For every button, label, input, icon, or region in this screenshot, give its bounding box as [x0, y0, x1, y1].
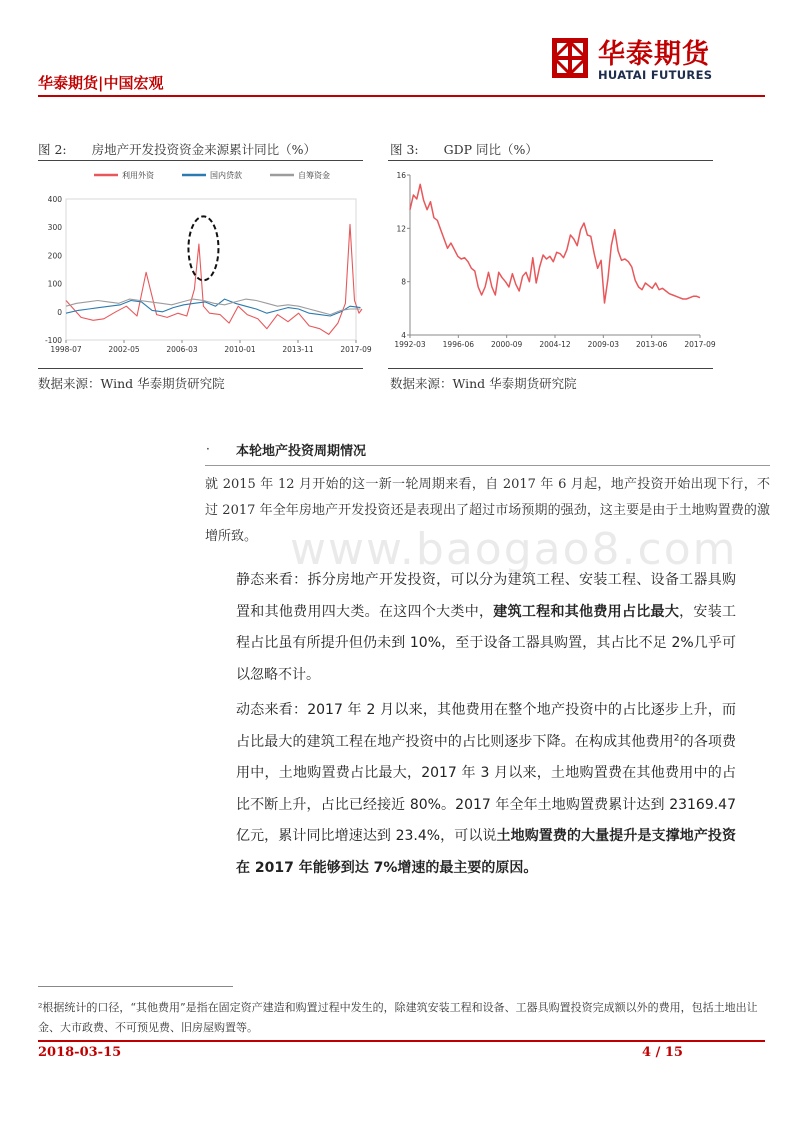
footer-divider	[38, 1040, 765, 1042]
figure-2-chart	[38, 163, 372, 363]
figure-3-bottom-rule	[388, 368, 713, 369]
figure-2-top-rule	[38, 160, 363, 161]
legend-label: 利用外资	[122, 171, 154, 180]
series-line-0	[66, 224, 362, 334]
footer-date: 2018-03-15	[38, 1045, 122, 1060]
y-tick-label: 4	[401, 331, 406, 340]
y-tick-label: 200	[47, 251, 62, 261]
x-tick-label: 1992-03	[394, 340, 426, 349]
x-tick-label: 1996-06	[442, 340, 475, 349]
brand-name-en: HUATAI FUTURES	[598, 68, 713, 82]
x-tick-label: 2013-11	[282, 345, 314, 354]
figure-3-title: 图 3: GDP 同比（%）	[390, 142, 538, 157]
y-tick-label: 16	[396, 171, 406, 180]
dynamic-text-middle: 的各项费用中，土地购置费占比最大，2017 年 3 月以来，土地购置费在其他费用中的占比不断上升，占比已经接近 80%。2017 年全年土地购置费累计达到 23169.47 亿元，累计同比增速达到 23.4%，可以说	[236, 733, 737, 844]
x-tick-label: 2009-03	[587, 340, 620, 349]
static-text-prefix: 静态来看：拆分房地产开发投资，可以分为建筑工程、安装工程、设备工器具购置和其他费用四大类。在这四个大类中，	[236, 572, 736, 620]
figure-3-source: 数据来源：Wind 华泰期货研究院	[390, 376, 577, 391]
legend-label: 国内贷款	[210, 171, 242, 180]
y-tick-label: 0	[57, 307, 62, 317]
y-tick-label: -100	[44, 336, 62, 345]
static-analysis-paragraph	[236, 565, 736, 691]
y-tick-label: 12	[396, 224, 406, 234]
series-line-0	[410, 184, 700, 303]
dynamic-text-prefix: 动态来看：2017 年 2 月以来，其他费用在整个地产投资中的占比逐步上升，而占比最大的建筑工程在地产投资中的占比则逐步下降。在构成其他费用	[236, 702, 736, 750]
bullet-marker: ·	[206, 442, 210, 456]
header-divider	[38, 95, 765, 97]
figure-3-top-rule	[388, 160, 713, 161]
y-tick-label: 100	[47, 279, 62, 289]
x-tick-label: 2017-09	[684, 340, 716, 349]
x-tick-label: 1998-07	[50, 345, 82, 354]
figure-2-bottom-rule	[38, 368, 363, 369]
section-heading-underline	[205, 465, 770, 466]
y-tick-label: 300	[47, 223, 62, 233]
y-tick-label: 400	[47, 195, 62, 204]
footnote-divider	[38, 986, 233, 987]
x-tick-label: 2017-09	[340, 345, 372, 354]
figure-2-title: 图 2: 房地产开发投资资金来源累计同比（%）	[38, 142, 317, 157]
figure-3-chart	[388, 163, 716, 363]
brand-name-cn: 华泰期货	[598, 39, 710, 70]
legend-label: 自筹资金	[298, 171, 330, 180]
huatai-logo-icon	[552, 38, 588, 78]
footnote-ref[interactable]: 2	[673, 732, 680, 743]
x-tick-label: 2006-03	[166, 345, 198, 354]
footnote-text: ²根据统计的口径，“其他费用”是指在固定资产建造和购置过程中发生的，除建筑安装工程和设备、工器具购置投资完成额以外的费用，包括土地出让金、大市政费、不可预见费、旧房屋购置等。	[38, 1001, 758, 1034]
static-text-suffix: ，安装工程占比虽有所提升但仍未到 10%，至于设备工器具购置，其占比不足 2%几乎可以忽略不计。	[236, 603, 737, 683]
static-text-bold: 建筑工程和其他费用占比最大	[493, 603, 680, 620]
x-tick-label: 2004-12	[539, 340, 571, 349]
x-tick-label: 2013-06	[635, 340, 668, 349]
series-line-2	[66, 299, 361, 315]
annotation-ellipse	[188, 216, 218, 280]
watermark: www.baogao8.com	[290, 524, 738, 575]
section-heading: 本轮地产投资周期情况	[236, 444, 367, 459]
dynamic-analysis-paragraph	[236, 695, 736, 884]
dynamic-text-bold: 土地购置费的大量提升是支撑地产投资在 2017 年能够到达 7%增速的最主要的原因。	[236, 828, 736, 876]
y-tick-label: 8	[401, 277, 406, 287]
header-section-title: 华泰期货|中国宏观	[38, 74, 164, 92]
x-tick-label: 2002-05	[108, 345, 140, 354]
figure-2-source: 数据来源：Wind 华泰期货研究院	[38, 376, 225, 391]
footer-page-number: 4 / 15	[642, 1045, 683, 1060]
x-tick-label: 2010-01	[224, 345, 256, 354]
x-tick-label: 2000-09	[490, 340, 523, 349]
intro-paragraph: 就 2015 年 12 月开始的这一新一轮周期来看，自 2017 年 6 月起，地产投资开始出现下行，不过 2017 年全年房地产开发投资还是表现出了超过市场预期的强劲，这主要是由于土地购置费的激增所致。	[205, 477, 770, 544]
